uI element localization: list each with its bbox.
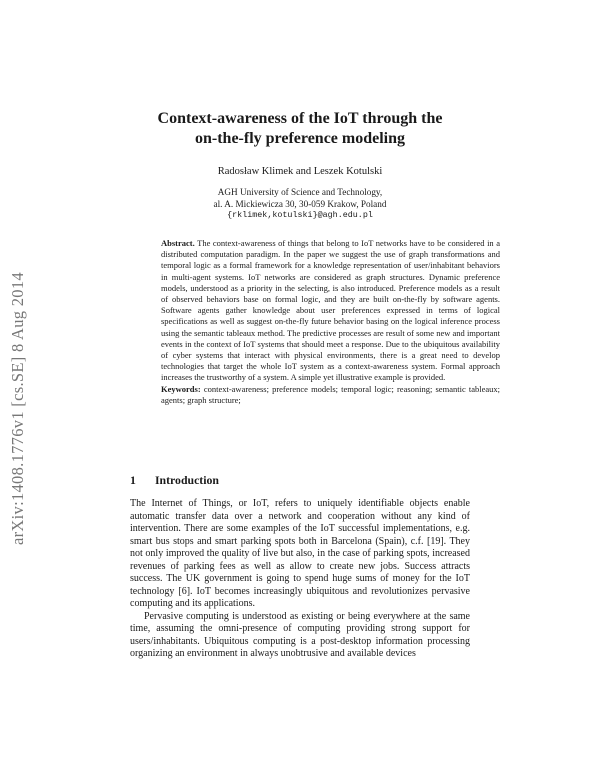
- authors: Radosław Klimek and Leszek Kotulski: [217, 166, 383, 177]
- affiliation-line-2: al. A. Mickiewicza 30, 30-059 Krakow, Poland: [213, 198, 387, 209]
- body-paragraph-2: Pervasive computing is understood as existing or being everywhere at the same time, assuming the omni-presence of computing providing strong support for users/inhabitants. Ubiquitous computing is a post-desktop information processing organizing an environment in always unobtrusive and available devices: [130, 610, 470, 659]
- keywords-paragraph: [161, 384, 500, 406]
- body-text: [130, 498, 470, 661]
- abstract-block: [161, 238, 500, 406]
- body-paragraph-1: The Internet of Things, or IoT, refers to uniquely identifiable objects enable automatic transfer data over a network and cooperation without any kind of intervention. There are some examples of the IoT successful implementations, e.g. smart bus stops and smart parking spots both in Barcelona (Spain), c.f. [19]. They not only improved the quality of live but also, in the case of parking spots, increased revenues of parking fees as well as allow to create new jobs. Success attracts success. The UK government is going to spend huge sums of money for the IoT technology [6]. IoT becomes increasingly ubiquitous and revolutionizes pervasive computing and its applications.: [130, 498, 470, 609]
- section-number: 1: [130, 473, 136, 487]
- abstract-label: Abstract.: [161, 238, 195, 248]
- paper-title: [130, 109, 470, 149]
- abstract-text: The context-awareness of things that belong to IoT networks have to be considered in a distributed computation paradigm. In the paper we suggest the use of graph transformations and temporal logic as a formal framework for a knowledge representation of user/inhabitant behaviors in multi-agent systems. IoT networks are considered as graph structures. Dynamic preference models, understood as a priority in the selecting, is also introduced. Preference models as a result of observed behaviors base on formal logic, and they are built on-the-fly by software agents. Software agents gather knowledge about user preferences expressed in terms of logical specifications as well as suggest on-the-fly future behavior basing on the logical inference process using the semantic tableaux method. The predictive processes are result of some new and important events in the context of IoT systems that should meet a response. Due to the ubiquitous availability of cyber systems that interact with physical environments, there is a great need to develop technologies that target the whole IoT system as a context-awareness system. Formal approach increases the trustworthy of a system. A simple yet illustrative example is provided.: [161, 238, 500, 383]
- title-line-2: on-the-fly preference modeling: [194, 130, 406, 147]
- abstract-paragraph: [161, 238, 500, 384]
- section-title: Introduction: [154, 473, 219, 487]
- author-email: {rklimek,kotulski}@agh.edu.pl: [227, 210, 373, 220]
- keywords-text: context-awareness; preference models; temporal logic; reasoning; semantic tableaux; agents; graph structure;: [161, 383, 501, 405]
- section-heading: [130, 473, 219, 488]
- affiliation-line-1: AGH University of Science and Technology,: [217, 187, 383, 197]
- arxiv-identifier: arXiv:1408.1776v1 [cs.SE] 8 Aug 2014: [8, 272, 27, 545]
- affiliation: [130, 187, 470, 222]
- keywords-label: Keywords:: [161, 383, 201, 394]
- title-line-1: Context-awareness of the IoT through the: [157, 110, 443, 127]
